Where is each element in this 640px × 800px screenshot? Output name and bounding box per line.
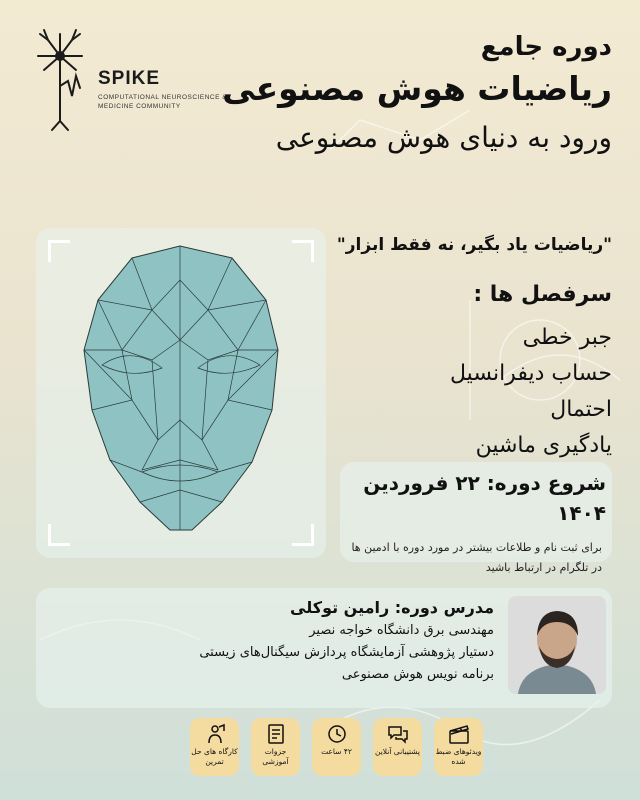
topics-list [332,320,612,464]
course-type: دوره جامع [480,32,612,62]
feature-label: ۴۲ ساعت [321,747,352,756]
teacher-credential: مهندسی برق دانشگاه خواجه نصیر [309,623,494,638]
topic-item: حساب دیفرانسیل [450,361,612,386]
clapperboard-icon [447,723,471,745]
teacher-name: مدرس دوره: رامین توکلی [290,598,494,617]
start-date: شروع دوره: ۲۲ فروردین ۱۴۰۴ [363,471,606,525]
chat-support-icon [386,723,410,745]
booklet-icon [264,723,288,745]
teacher-credential: برنامه نویس هوش مصنوعی [341,667,494,682]
teacher-photo [508,596,606,694]
feature-label: ویدئوهای ضبط شده [435,747,482,766]
teacher-info [154,596,494,686]
teacher-credential: دستیار پژوهشی آزمایشگاه پردازش سیگنال‌های زیستی [199,645,494,660]
brand-tagline: COMPUTATIONAL NEUROSCIENCE & MEDICINE COMMUNITY [98,94,228,110]
feature-videos [434,718,483,776]
feature-workshop [190,718,239,776]
workshop-icon [203,723,227,745]
registration-note: برای ثبت نام و طلاعات بیشتر در مورد دوره با ادمین ها در تلگرام در ارتباط باشید [351,541,602,574]
feature-booklet [251,718,300,776]
brand-name: SPIKE [98,68,161,89]
header [222,30,612,158]
feature-support [373,718,422,776]
teacher-box [36,588,612,708]
topic-item: احتمال [550,397,612,422]
course-subtitle: ورود به دنیای هوش مصنوعی [275,121,612,154]
neuron-logo-icon [30,26,90,136]
wireframe-face-image [62,240,298,540]
start-info-box [340,462,612,574]
feature-label: پشتیبانی آنلاین [374,747,421,756]
feature-label: کارگاه های حل تمرین [191,747,238,766]
course-quote: "ریاضیات یاد بگیر، نه فقط ابزار" [336,235,612,255]
clock-icon [325,723,349,745]
feature-hours [312,718,361,776]
feature-label: جزوات آموزشی [262,747,289,766]
teacher-portrait-icon [508,596,606,694]
course-details [332,232,612,464]
topic-item: جبر خطی [522,325,612,350]
face-panel [36,228,326,558]
spike-logo [30,26,228,136]
features-row [190,718,483,776]
topic-item: یادگیری ماشین [475,433,612,458]
syllabus-heading: سرفصل ها : [473,282,612,307]
course-title: ریاضیات هوش مصنوعی [222,69,612,108]
